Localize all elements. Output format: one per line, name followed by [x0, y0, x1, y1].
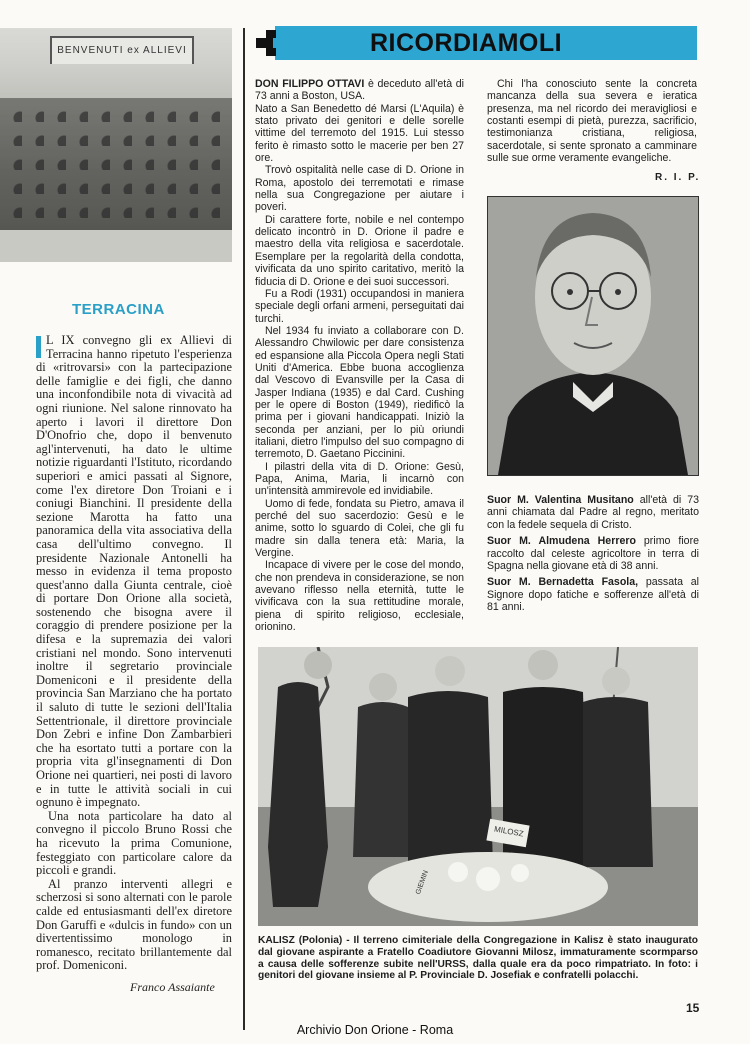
lead-name: DON FILIPPO OTTAVI — [255, 78, 365, 90]
article-paragraph: Una nota particolare ha dato al convegno il piccolo Bruno Rossi che ha ricevuto la prima Comunione, festeggiato con particolare calore da piccoli e grandi. — [36, 808, 232, 878]
obituary-closing — [487, 78, 697, 164]
nun-entry: Suor M. Almudena Herrero primo fiore raccolto dal celeste agricoltore in terra di Spagna nella giovane età di 38 anni. — [487, 535, 699, 573]
obituary-paragraph: Nato a San Benedetto dé Marsi (L'Aquila) è stato privato dei genitori e delle sorelle vittime del terremoto del 1915. Lui stesso ferito è rimasto sotto le macerie per ben 27 ore. — [255, 102, 464, 165]
rip-mark: R. I. P. — [655, 172, 701, 183]
obituary-paragraph: DON FILIPPO OTTAVI è deceduto all'età di 73 anni a Boston, USA. — [255, 78, 464, 103]
obituary-paragraph: Uomo di fede, fondata su Pietro, amava il perché del suo sacerdozio: Gesù e le anime, sotto lo sguardo di Colei, che gli fu madre sin dalla tenera età: Maria, la Vergine. — [255, 497, 464, 560]
group-photo — [0, 28, 232, 262]
obituary-paragraph: Di carattere forte, nobile e nel contempo delicato incontrò in D. Orione il padre e maestro della vita religiosa e sacerdotale. Esemplare per la regolarità della condotta, vivificata da uno spirito caritativo, meritò la fiducia di D. Orione e dei suoi successori. — [255, 213, 464, 288]
portrait-drawing — [488, 197, 698, 475]
ground-shape — [0, 230, 232, 262]
cemetery-photo — [258, 647, 698, 926]
page-number: 15 — [686, 1001, 700, 1015]
obituary-paragraph: Trovò ospitalità nelle case di D. Orione in Roma, apostolo dei terremotati e rimase nella sua Congregazione per aiutare i poveri. — [255, 164, 464, 214]
obituary-paragraph: I pilastri della vita di D. Orione: Gesù, Papa, Anima, Maria, li incarnò con un'intensità ammirevole ed invidiabile. — [255, 460, 464, 498]
obituary-paragraph: Fu a Rodi (1931) occupandosi in maniera speciale degli orfani armeni, perseguitati dai turchi. — [255, 287, 464, 325]
ottavi-obituary — [255, 78, 464, 633]
column-divider — [243, 28, 245, 1030]
photo-caption — [258, 935, 698, 982]
caption-place: KALISZ (Polonia) — [258, 935, 343, 946]
ribbon-label: MILOSZ — [493, 824, 525, 839]
obituary-paragraph: Incapace di vivere per le cose del mondo, che non prendeva in considerazione, se non avevano riflesso nella eternità, tutte le vivificava con la sua rettitudine morale, piena di spirito religioso, ecclesiale, orionino. — [255, 559, 464, 634]
ribbon-label-2: GIEMIN — [414, 869, 430, 896]
page-title: RICORDIAMOLI — [370, 29, 563, 57]
archive-footer: Archivio Don Orione - Roma — [296, 1023, 454, 1037]
nun-entry: Suor M. Valentina Musitano all'età di 73 anni chiamata dal Padre al regno, meritato con la fedele sequela di Cristo. — [487, 494, 699, 531]
dropcap-bar — [36, 336, 41, 358]
nuns-obituaries — [487, 494, 699, 618]
nun-entry: Suor M. Bernadetta Fasola, passata al Signore dopo fatiche e sofferenze all'età di 81 anni. — [487, 576, 699, 614]
article-paragraph: Al pranzo interventi allegri e scherzosi si sono alternati con le parole calde ed entusiasmanti dell'ex diretore Don Garuffi e «dulcis in fundo» con un divertentissimo monologo in romanesco, recitato brillantemente dal prof. Domeniconi. — [36, 876, 232, 973]
priest-portrait — [487, 196, 699, 476]
closing-paragraph: Chi l'ha conosciuto sente la concreta mancanza della sua severa e ieratica presenza, ma nel ricordo dei meravigliosi e costanti esempi di pietà, purezza, sacrificio, testimonianza cristiana, religiosa, sacerdotale, si sente spronato a camminare sulle sue orme veramente evangeliche. — [487, 78, 697, 165]
caption-text: - Il terreno cimiteriale della Congregazione in Kalisz è stato inaugurato dal giovane aspirante a Fratello Coadiutore Giovanni Milosz, immaturamente scormparso a causa delle sofferenze subite nell'URSS, dalla quale era da poco rimpatriato. In foto: i genitori del giovane insieme al P. Provinciale D. Josefiak e confratelli polacchi. — [258, 935, 698, 982]
obituary-paragraph: Nel 1934 fu inviato a collaborare con D. Alessandro Chwilowic per dare consistenza ed espansione alla Piccola Opera negli Stati Uniti d'America. Ebbe buona accoglienza dal Vescovo di Evansville per la Casa di Jasper Indiana (1935) e dal Card. Cushing per le opere di Boston (1949), riedificò la prima per i giovani handicappati. Iniziò la seconda per anziani, per lo più oriundi italiani, dietro l'impulso del suo compagno di terremoto, D. Gaetano Piccinini. — [255, 324, 464, 461]
section-title-terracina: TERRACINA — [72, 301, 165, 318]
terracina-article — [36, 334, 232, 973]
welcome-banner: BENVENUTI ex ALLIEVI — [50, 36, 194, 64]
article-signature: Franco Assaiante — [130, 980, 215, 994]
plus-cross-icon — [256, 30, 286, 56]
cemetery-drawing — [258, 647, 698, 926]
article-paragraph: L IX convegno gli ex Allievi di Terracina hanno ripetuto l'esperienza di «ritrovarsi» con la partecipazione delle famiglie e dei figli, che danno una inconfondibile nota di vivacità ad ogni riunione. Nel salone rinnovato ha aperto i lavori il direttore Don D'Onofrio che, dopo il benvenuto agl'intervenuti, ha dato le ultime notizie riguardanti l'Istituto, ricordando superiori e amici passati al Signore, come l'ex diretore Don Troiani e i coniugi Bianchini. Il presidente della sezione Marotta ha fatto una panoramica della vita associativa della casa dell'ultimo convegno. Il presidente Nazionale Antonelli ha messo in evidenza il tema proposto quest'anno dalla Giunta centrale, cioè di portare Don Orione alla società, sostenendo che bisogna avere il coraggio di prendere posizione per la difesa e la supremazia dei valori cristiani nel mondo. Sono intervenuti inoltre il segretario provinciale Domeniconi e il presidente della provincia San Marziano che ha portato il saluto di tutte le sezioni dell'Italia Settentrionale, il direttore provinciale Don Zebri e infine Don Zambarbieri che ha esortato tutti a portare con la propria vita gl'insegnamenti di Don Orione nei quartieri, nei posti di lavoro e in tutte le attività sociali in cui ognuno è impegnato. — [36, 333, 232, 810]
